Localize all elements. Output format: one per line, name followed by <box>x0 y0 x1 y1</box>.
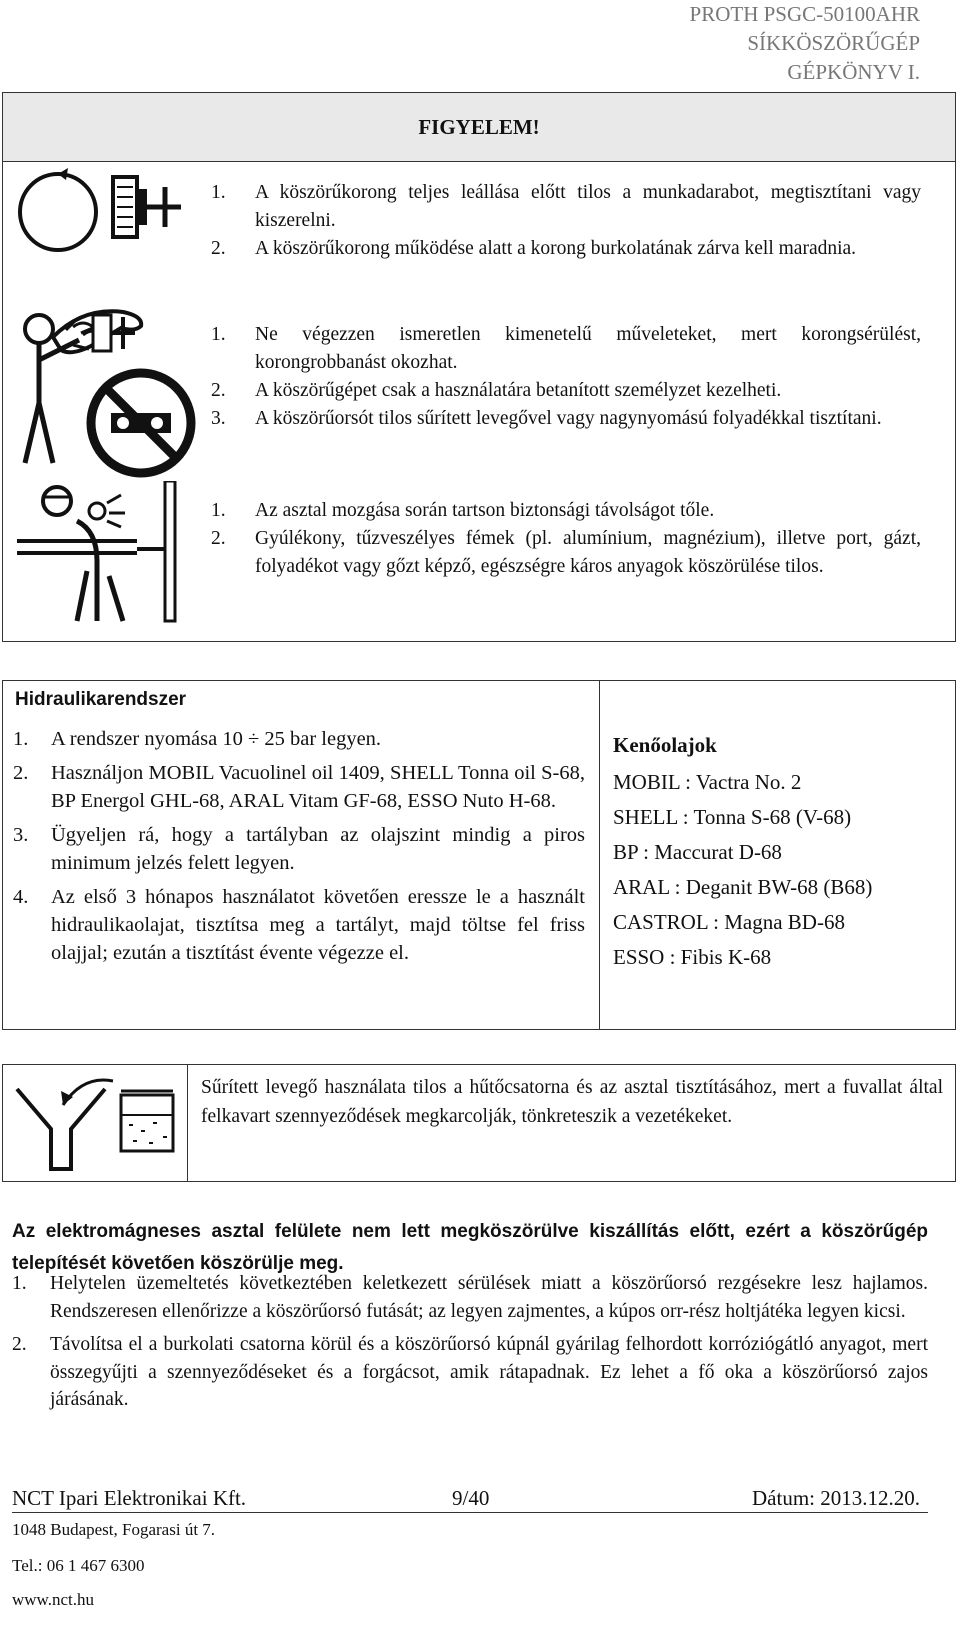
list-item: 1. Helytelen üzemeltetés következtében keletkezett sérülések miatt a köszörűorsó rezgésekre lesz hajlamos. Rendszeresen ellenőrizze a köszörűorsó futását; az legyen zajmentes, a kúpos orr-rész holtjátéka legyen kicsi. <box>12 1273 928 1322</box>
table-motion-hazard-icon <box>17 481 197 631</box>
header-model: PROTH PSGC-50100AHR <box>689 2 920 26</box>
lubricant-item: ARAL : Deganit BW-68 (B68) <box>613 875 873 899</box>
lubricant-item: BP : Maccurat D-68 <box>613 840 782 864</box>
lubricant-item: CASTROL : Magna BD-68 <box>613 910 845 934</box>
list-item: 3. A köszörűorsót tilos sűrített levegővel vagy nagynyomású folyadékkal tisztítani. <box>211 408 882 429</box>
warning-box <box>2 92 956 642</box>
list-item: 1. Ne végezzen ismeretlen kimenetelű műveleteket, mert korongsérülést, korongrobbanást okozhat. <box>211 324 921 373</box>
list-item: 2. Gyúlékony, tűzveszélyes fémek (pl. alumínium, magnézium), illetve port, gázt, folyadékot vagy gőzt képző, egészségre káros anyagok köszörülése tilos. <box>211 528 921 577</box>
hydraulics-list <box>13 725 585 967</box>
header-manual: GÉPKÖNYV I. <box>787 60 920 84</box>
list-item: 2. A köszörűkorong működése alatt a korong burkolatának zárva kell maradnia. <box>211 238 857 259</box>
spindle-notes-list <box>12 1270 928 1414</box>
list-item: 2. Távolítsa el a burkolati csatorna körül és a köszörűorsó kúpnál gyárilag felhordott korróziógátló anyagot, mert összegyűjti a szennyeződéseket és a forgácsot, amik rátapadnak. Ez lehet a fő oka a köszörűorsó zajos járásának. <box>12 1334 928 1410</box>
table-grinding-note: Az elektromágneses asztal felülete nem lett megköszörülve kiszállítás előtt, ezért a köszörűgép telepítését követően köszörülje meg. <box>12 1221 928 1274</box>
hydraulics-box <box>2 680 956 1030</box>
footer-address: 1048 Budapest, Fogarasi út 7. <box>12 1520 216 1539</box>
lubricants-list <box>613 765 872 975</box>
footer-page-number: 9/40 <box>452 1486 490 1510</box>
air-pictogram-cell <box>3 1065 188 1181</box>
list-item: 1. A köszörűkorong teljes leállása előtt tilos a munkadarabot, megtisztítani vagy kiszerelni. <box>211 182 921 231</box>
list-item: 2. Használjon MOBIL Vacuolinel oil 1409, SHELL Tonna oil S-68, BP Energol GHL-68, ARAL Vitam GF-68, ESSO Nuto H-68. <box>13 762 585 812</box>
document-header <box>690 0 920 87</box>
lubricant-item: ESSO : Fibis K-68 <box>613 945 772 969</box>
footer-website: www.nct.hu <box>12 1590 94 1609</box>
footer-phone: Tel.: 06 1 467 6300 <box>12 1556 145 1575</box>
header-machine: SÍKKÖSZÖRŰGÉP <box>747 31 920 55</box>
lubricant-item: SHELL : Tonna S-68 (V-68) <box>613 805 852 829</box>
warning-title: FIGYELEM! <box>3 93 955 162</box>
warning-list-1 <box>211 179 921 263</box>
compressed-air-note: Sűrített levegő használata tilos a hűtőcsatorna és az asztal tisztításához, mert a fuvallat által felkavart szennyeződések megkarcolják, tönkreteszik a vezetékeket. <box>201 1077 943 1127</box>
list-item: 1. Az asztal mozgása során tartson biztonsági távolságot tőle. <box>211 500 715 521</box>
warning-list-3 <box>211 497 921 581</box>
list-item: 2. A köszörűgépet csak a használatára betanított személyzet kezelheti. <box>211 380 782 401</box>
hydraulics-section <box>3 681 600 1029</box>
footer-date: Dátum: 2013.12.20. <box>752 1486 920 1510</box>
hydraulics-title: Hidraulikarendszer <box>15 689 187 710</box>
lubricant-item: MOBIL : Vactra No. 2 <box>613 770 802 794</box>
list-item: 3. Ügyeljen rá, hogy a tartályban az olajszint mindig a piros minimum jelzés felett legyen. <box>13 824 585 874</box>
warning-list-2 <box>211 321 921 433</box>
lubricants-title: Kenőolajok <box>613 733 717 757</box>
list-item: 4. Az első 3 hónapos használatot követően eressze le a használt hidraulikaolajat, tisztítsa meg a tartályt, majd töltse fel friss olajjal; ezután a tisztítást évente végezze el. <box>13 886 585 964</box>
coolant-channel-icon <box>3 1065 187 1181</box>
compressed-air-box <box>2 1064 956 1182</box>
wheel-burst-prohibition-icon <box>11 305 201 480</box>
footer-rule <box>12 1512 928 1513</box>
footer-company: NCT Ipari Elektronikai Kft. <box>12 1486 247 1510</box>
list-item: 1. A rendszer nyomása 10 ÷ 25 bar legyen. <box>13 728 382 750</box>
